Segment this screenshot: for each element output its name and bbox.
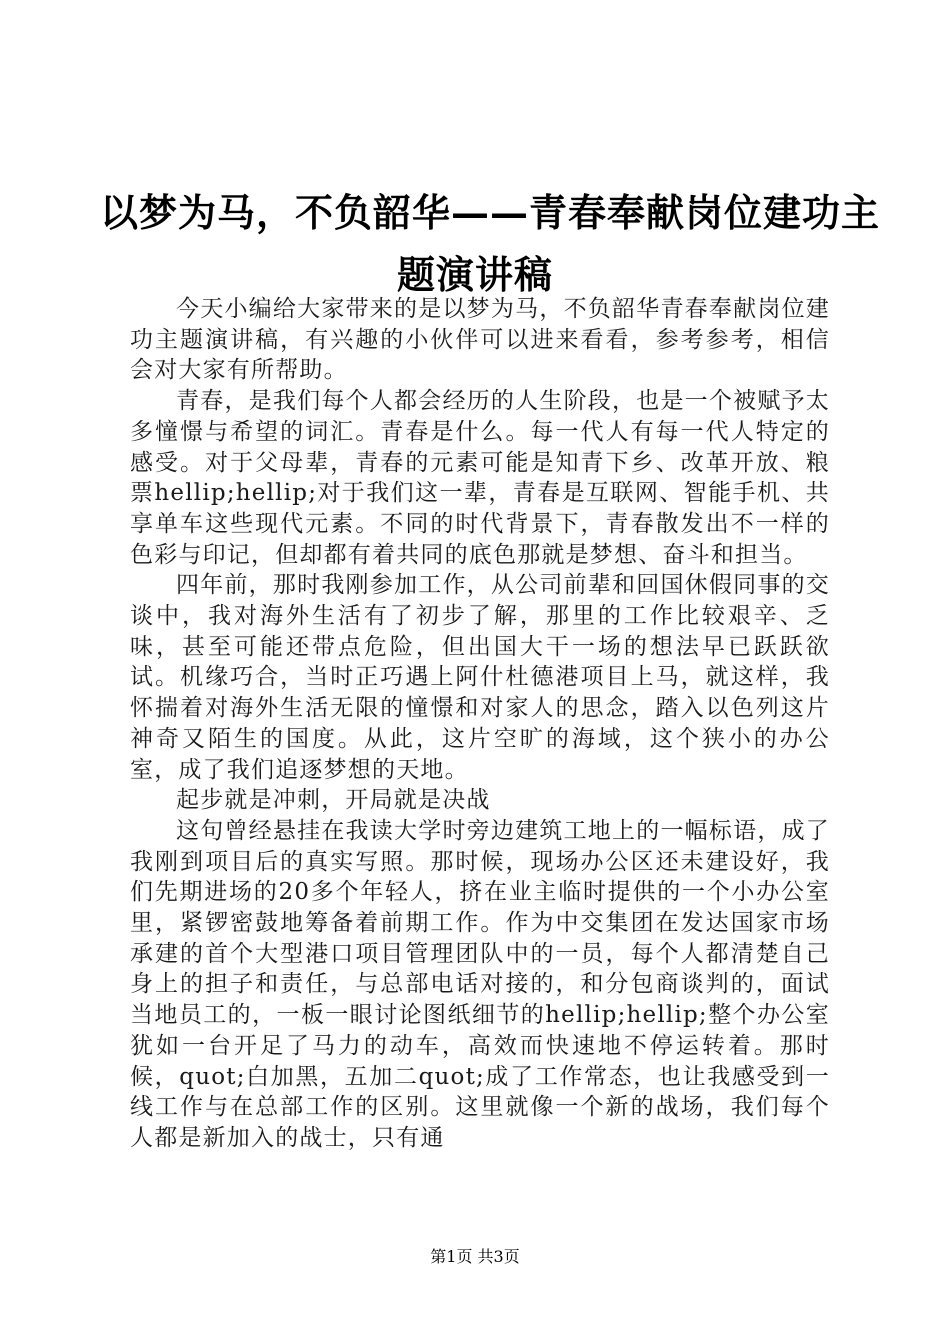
paragraph-slogan: 这句曾经悬挂在我读大学时旁边建筑工地上的一幅标语，成了我刚到项目后的真实写照。那时候，现场办公区还未建设好，我们先期进场的20多个年轻人，挤在业主临时提供的一个小办公室里，紧锣密鼓地筹备着前期工作。作为中交集团在发达国家市场承建的首个大型港口项目管理团队中的一员，每个人都清楚自己身上的担子和责任，与总部电话对接的，和分包商谈判的，面试当地员工的，一板一眼讨论图纸细节的hellip;hellip;整个办公室犹如一台开足了马力的动车，高效而快速地不停运转着。那时候，quot;白加黑，五加二quot;成了工作常态，也让我感受到一线工作与在总部工作的区别。这里就像一个新的战场，我们每个人都是新加入的战士，只有通 bbox=[130, 817, 830, 1151]
document-title-line-2: 题演讲稿 bbox=[396, 252, 553, 297]
document-body bbox=[130, 294, 830, 1154]
paragraph-intro: 今天小编给大家带来的是以梦为马，不负韶华青春奉献岗位建功主题演讲稿，有兴趣的小伙伴可以进来看看，参考参考，相信会对大家有所帮助。 bbox=[130, 296, 830, 384]
paragraph-subheading: 起步就是冲刺，开局就是决战 bbox=[176, 787, 491, 814]
document-title-line-1: 以梦为马，不负韶华——青春奉献岗位建功主 bbox=[100, 190, 881, 235]
page-number-footer: 第1页 共3页 bbox=[430, 1247, 520, 1266]
paragraph-four-years-ago: 四年前，那时我刚参加工作，从公司前辈和回国休假同事的交谈中，我对海外生活有了初步了解，那里的工作比较艰辛、乏味，甚至可能还带点危险，但出国大干一场的想法早已跃跃欲试。机缘巧合，当时正巧遇上阿什杜德港项目上马，就这样，我怀揣着对海外生活无限的憧憬和对家人的思念，踏入以色列这片神奇又陌生的国度。从此，这片空旷的海域，这个狭小的办公室，成了我们追逐梦想的天地。 bbox=[130, 572, 830, 783]
paragraph-youth: 青春，是我们每个人都会经历的人生阶段，也是一个被赋予太多憧憬与希望的词汇。青春是什么。每一代人有每一代人特定的感受。对于父母辈，青春的元素可能是知青下乡、改革开放、粮票hellip;hellip;对于我们这一辈，青春是互联网、智能手机、共享单车这些现代元素。不同的时代背景下，青春散发出不一样的色彩与印记，但却都有着共同的底色那就是梦想、奋斗和担当。 bbox=[130, 388, 830, 568]
